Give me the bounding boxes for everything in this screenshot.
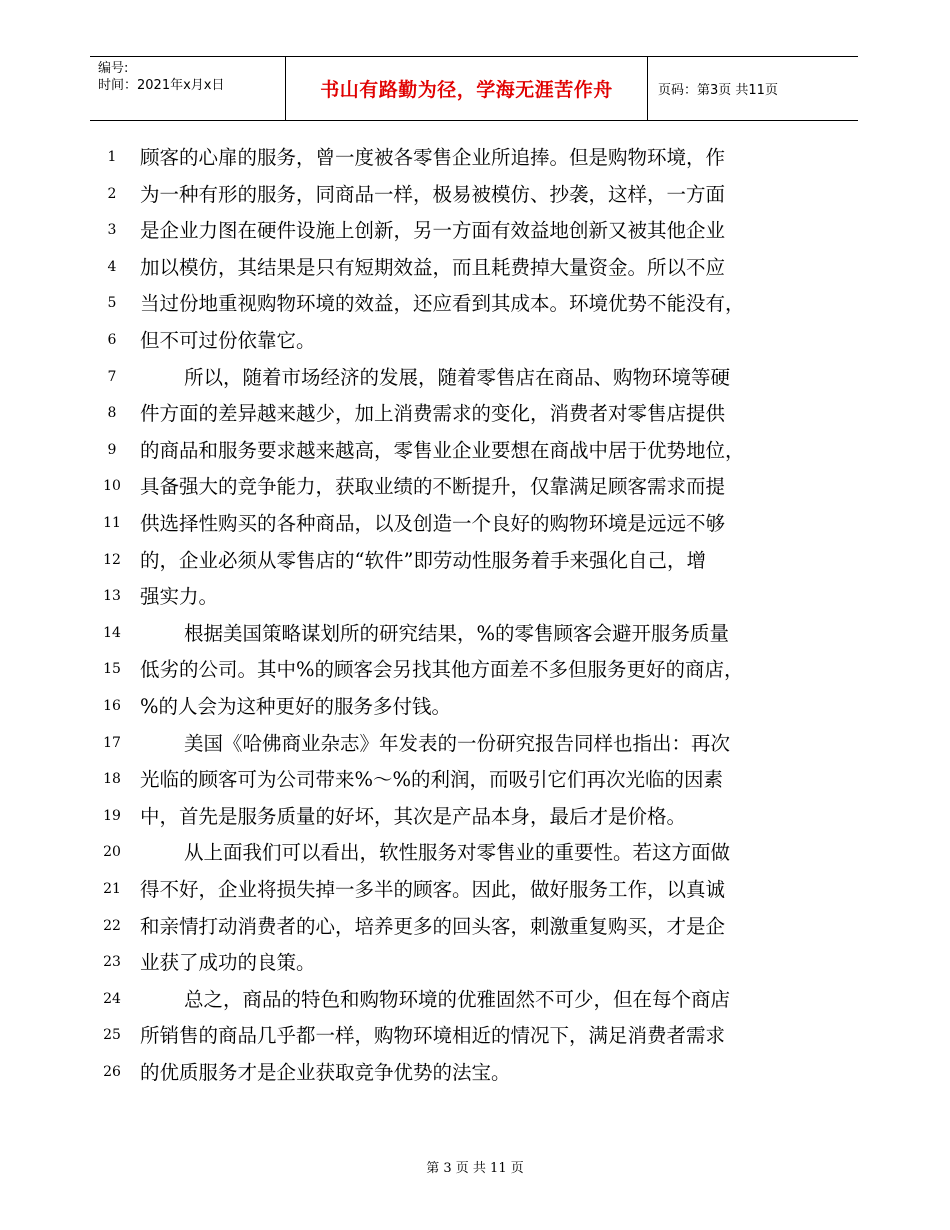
line-text: 当过份地重视购物环境的效益，还应看到其成本。环境优势不能没有， xyxy=(140,292,745,316)
line-number: 25 xyxy=(103,1027,121,1044)
line-text: 加以模仿，其结果是只有短期效益，而且耗费掉大量资金。所以不应 xyxy=(140,255,726,279)
line-text: 是企业力图在硬件设施上创新，另一方面有效益地创新又被其他企业 xyxy=(140,219,726,243)
line-text: 所销售的商品几乎都一样，购物环境相近的情况下，满足消费者需求 xyxy=(140,1024,726,1048)
text-line xyxy=(0,250,950,287)
text-line xyxy=(0,689,950,726)
text-line xyxy=(0,872,950,909)
text-line xyxy=(0,945,950,982)
text-line xyxy=(0,652,950,689)
line-number: 18 xyxy=(103,771,121,788)
text-line xyxy=(0,1018,950,1055)
line-number: 8 xyxy=(107,405,117,422)
line-number: 5 xyxy=(107,295,117,312)
line-text: 光临的顾客可为公司带来%～%的利润，而吸引它们再次光临的因素 xyxy=(140,768,724,792)
text-line xyxy=(0,469,950,506)
page-header xyxy=(90,56,858,121)
text-line xyxy=(0,360,950,397)
line-number: 26 xyxy=(103,1064,121,1080)
line-text: 中，首先是服务质量的好坏，其次是产品本身，最后才是价格。 xyxy=(140,804,687,828)
line-number: 21 xyxy=(103,881,121,897)
text-line xyxy=(0,982,950,1019)
line-number: 24 xyxy=(103,990,121,1007)
text-line xyxy=(0,579,950,616)
line-number: 15 xyxy=(103,661,121,678)
text-line xyxy=(0,213,950,250)
line-text: 供选择性购买的各种商品，以及创造一个良好的购物环境是远远不够 xyxy=(140,512,726,535)
line-number: 10 xyxy=(103,478,121,495)
document-number-label: 编号: xyxy=(98,61,129,76)
line-number: 1 xyxy=(107,149,117,165)
line-number: 4 xyxy=(107,258,117,275)
text-line xyxy=(0,433,950,470)
text-line xyxy=(0,762,950,799)
text-line xyxy=(0,323,950,360)
line-text: 强实力。 xyxy=(140,585,219,609)
line-number: 17 xyxy=(103,734,121,751)
text-line xyxy=(0,140,950,177)
line-number: 13 xyxy=(103,588,121,605)
line-number: 14 xyxy=(103,624,121,641)
text-line xyxy=(0,909,950,946)
text-line xyxy=(0,799,950,836)
line-number: 22 xyxy=(103,917,121,934)
line-text: 从上面我们可以看出，软性服务对零售业的重要性。若这方面做 xyxy=(184,841,731,865)
line-number: 2 xyxy=(107,185,117,202)
line-text: 具备强大的竞争能力，获取业绩的不断提升，仅靠满足顾客需求而提 xyxy=(140,475,726,499)
text-line xyxy=(0,506,950,543)
line-text: 总之，商品的特色和购物环境的优雅固然不可少，但在每个商店 xyxy=(184,987,731,1011)
line-text: 的商品和服务要求越来越高，零售业企业要想在商战中居于优势地位， xyxy=(140,438,745,462)
line-text: 根据美国策略谋划所的研究结果，%的零售顾客会避开服务质量 xyxy=(184,621,730,645)
document-time-label: 时间：2021年x月x日 xyxy=(98,78,225,93)
line-text: 美国《哈佛商业杂志》年发表的一份研究报告同样也指出：再次 xyxy=(184,731,731,755)
line-number: 19 xyxy=(103,807,121,824)
line-text: 顾客的心扉的服务，曾一度被各零售企业所追捧。但是购物环境，作 xyxy=(140,146,726,169)
text-line xyxy=(0,543,950,580)
line-text: 但不可过份依靠它。 xyxy=(140,329,316,352)
line-number: 6 xyxy=(107,332,117,348)
text-line xyxy=(0,177,950,214)
line-number: 9 xyxy=(107,441,117,458)
header-motto: 书山有路勤为径，学海无涯苦作舟 xyxy=(286,57,648,120)
header-meta xyxy=(90,57,286,120)
line-number: 12 xyxy=(103,551,121,568)
text-line xyxy=(0,1055,950,1092)
line-text: 业获了成功的良策。 xyxy=(140,951,316,975)
line-number: 20 xyxy=(103,844,121,861)
line-text: 得不好，企业将损失掉一多半的顾客。因此，做好服务工作，以真诚 xyxy=(140,878,726,901)
line-text: 的，企业必须从零售店的“软件”即劳动性服务着手来强化自己，增 xyxy=(140,548,706,572)
line-text: %的人会为这种更好的服务多付钱。 xyxy=(140,695,452,718)
line-text: 的优质服务才是企业获取竞争优势的法宝。 xyxy=(140,1061,511,1084)
line-text: 所以，随着市场经济的发展，随着零售店在商品、购物环境等硬 xyxy=(184,365,731,389)
page-footer: 第 3 页 共 11 页 xyxy=(426,1161,524,1176)
line-number: 3 xyxy=(107,222,117,239)
line-number: 23 xyxy=(103,954,121,971)
text-line xyxy=(0,286,950,323)
line-text: 件方面的差异越来越少，加上消费需求的变化，消费者对零售店提供 xyxy=(140,402,726,426)
text-line xyxy=(0,835,950,872)
line-text: 低劣的公司。其中%的顾客会另找其他方面差不多但服务更好的商店， xyxy=(140,658,744,682)
line-number: 16 xyxy=(103,698,121,714)
line-text: 和亲情打动消费者的心，培养更多的回头客，刺激重复购买，才是企 xyxy=(140,914,726,938)
text-line xyxy=(0,726,950,763)
line-number: 7 xyxy=(107,368,117,385)
line-number: 11 xyxy=(103,515,121,531)
text-line xyxy=(0,396,950,433)
header-page-info: 页码：第3页 共11页 xyxy=(658,83,778,98)
text-line xyxy=(0,616,950,653)
line-text: 为一种有形的服务，同商品一样，极易被模仿、抄袭，这样，一方面 xyxy=(140,182,726,206)
